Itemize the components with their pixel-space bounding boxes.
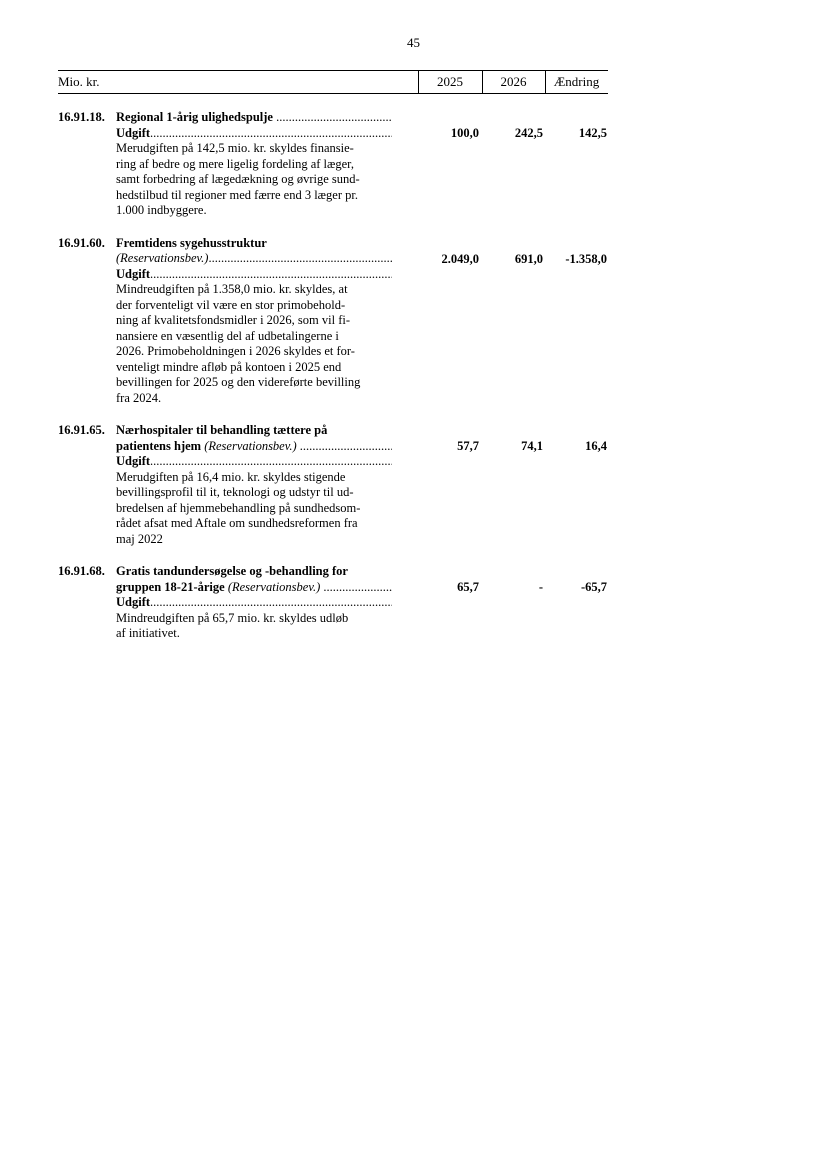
- udgift-label: Udgift: [116, 125, 151, 140]
- explanation-line: bevillingsprofil til it, teknologi og udstyr til ud-: [116, 485, 354, 499]
- explanation-line: fra 2024.: [116, 390, 162, 405]
- explanation-line: Mindreudgiften på 1.358,0 mio. kr. skyldes, at: [116, 282, 348, 296]
- leader-dots: [300, 439, 392, 455]
- explanation: [116, 470, 392, 548]
- header-year-2026: 2026: [500, 74, 527, 89]
- explanation-line: bevillingen for 2025 og den videreførte bevilling: [116, 375, 361, 389]
- header-top-rule: [58, 70, 608, 71]
- account-title: Nærhospitaler til behandling tættere på: [116, 423, 328, 437]
- explanation-line: 1.000 indbyggere.: [116, 203, 207, 217]
- entry-body: [116, 110, 392, 219]
- value-2025: 100,0: [450, 126, 479, 140]
- value-2025: 2.049,0: [441, 251, 479, 266]
- header-change: Ændring: [553, 74, 600, 89]
- header-bottom-rule: [58, 93, 608, 94]
- appropriation-note: (Reservationsbev.): [227, 579, 321, 594]
- leader-dots: [150, 595, 392, 611]
- title-leader-line: [116, 251, 392, 267]
- table-header: [58, 70, 608, 94]
- value-2025: 57,7: [457, 439, 479, 453]
- explanation-line: ring af bedre og mere ligelig fordeling af læger,: [116, 156, 354, 171]
- explanation-line: bredelsen af hjemmebehandling på sundhedsom-: [116, 500, 361, 515]
- explanation-line: maj 2022: [116, 531, 163, 546]
- value-2026: 691,0: [514, 251, 543, 266]
- value-change: -65,7: [580, 580, 607, 594]
- explanation-line: 2026. Primobeholdningen i 2026 skyldes et for-: [116, 344, 355, 358]
- leader-dots: [150, 267, 392, 283]
- header-year-2025: 2025: [437, 74, 463, 89]
- title-leader-line: [116, 580, 392, 596]
- explanation-line: Merudgiften på 16,4 mio. kr. skyldes stigende: [116, 469, 346, 484]
- value-2026: 74,1: [521, 439, 543, 453]
- entry-body: [116, 423, 392, 547]
- budget-entry: [58, 110, 608, 219]
- budget-entry: [58, 564, 608, 642]
- budget-entry: [58, 423, 608, 547]
- udgift-line: [116, 595, 392, 611]
- account-title: Fremtidens sygehusstruktur: [116, 235, 267, 250]
- account-code: 16.91.60.: [58, 235, 105, 250]
- explanation-line: venteligt mindre afløb på kontoen i 2025 end: [116, 359, 342, 374]
- header-unit: Mio. kr.: [58, 74, 100, 89]
- explanation-line: Merudgiften på 142,5 mio. kr. skyldes finansie-: [116, 141, 354, 155]
- title-leader-line: [116, 439, 392, 455]
- value-2025: 65,7: [457, 580, 479, 594]
- explanation-line: der forventeligt vil være en stor primobehold-: [116, 297, 346, 312]
- explanation-line: ning af kvalitetsfondsmidler i 2026, som vil fi-: [116, 313, 350, 327]
- leader-dots: [150, 454, 392, 470]
- title-leader-line: [116, 110, 392, 126]
- account-code: 16.91.68.: [58, 564, 105, 578]
- udgift-label: Udgift: [116, 266, 151, 281]
- leader-dots: [208, 251, 392, 267]
- value-change: 142,5: [578, 126, 607, 140]
- account-title: gruppen 18-21-årige: [116, 579, 225, 594]
- value-change: 16,4: [585, 439, 607, 453]
- leader-dots: [276, 110, 392, 126]
- explanation-line: samt forbedring af lægedækning og øvrige sund-: [116, 172, 360, 186]
- explanation-line: nansiere en væsentlig del af udbetalingerne i: [116, 328, 339, 343]
- page-number: 45: [407, 35, 420, 50]
- value-2026: 242,5: [514, 126, 543, 140]
- account-title: patientens hjem: [116, 438, 202, 453]
- udgift-label: Udgift: [116, 595, 151, 609]
- explanation-line: Mindreudgiften på 65,7 mio. kr. skyldes udløb: [116, 610, 349, 625]
- budget-entry: [58, 236, 608, 407]
- value-change: -1.358,0: [565, 251, 607, 266]
- udgift-line: [116, 267, 392, 283]
- explanation-line: af initiativet.: [116, 626, 180, 640]
- explanation-line: hedstilbud til regioner med færre end 3 læger pr.: [116, 187, 358, 202]
- account-code: 16.91.65.: [58, 423, 105, 437]
- entry-body: [116, 236, 392, 407]
- budget-entries: [58, 110, 608, 659]
- account-title: Regional 1-årig ulighedspulje: [116, 110, 273, 124]
- leader-dots: [323, 580, 392, 596]
- account-code: 16.91.18.: [58, 110, 105, 124]
- explanation: [116, 611, 392, 642]
- udgift-line: [116, 454, 392, 470]
- leader-dots: [150, 126, 392, 142]
- explanation: [116, 282, 392, 406]
- explanation-line: rådet afsat med Aftale om sundhedsreformen fra: [116, 516, 358, 530]
- account-title: Gratis tandundersøgelse og -behandling for: [116, 564, 348, 578]
- entry-body: [116, 564, 392, 642]
- udgift-label: Udgift: [116, 454, 151, 468]
- appropriation-note: (Reservationsbev.): [204, 438, 297, 453]
- explanation: [116, 141, 392, 219]
- udgift-line: [116, 126, 392, 142]
- appropriation-note: (Reservationsbev.): [116, 251, 209, 265]
- value-2026: -: [538, 580, 543, 594]
